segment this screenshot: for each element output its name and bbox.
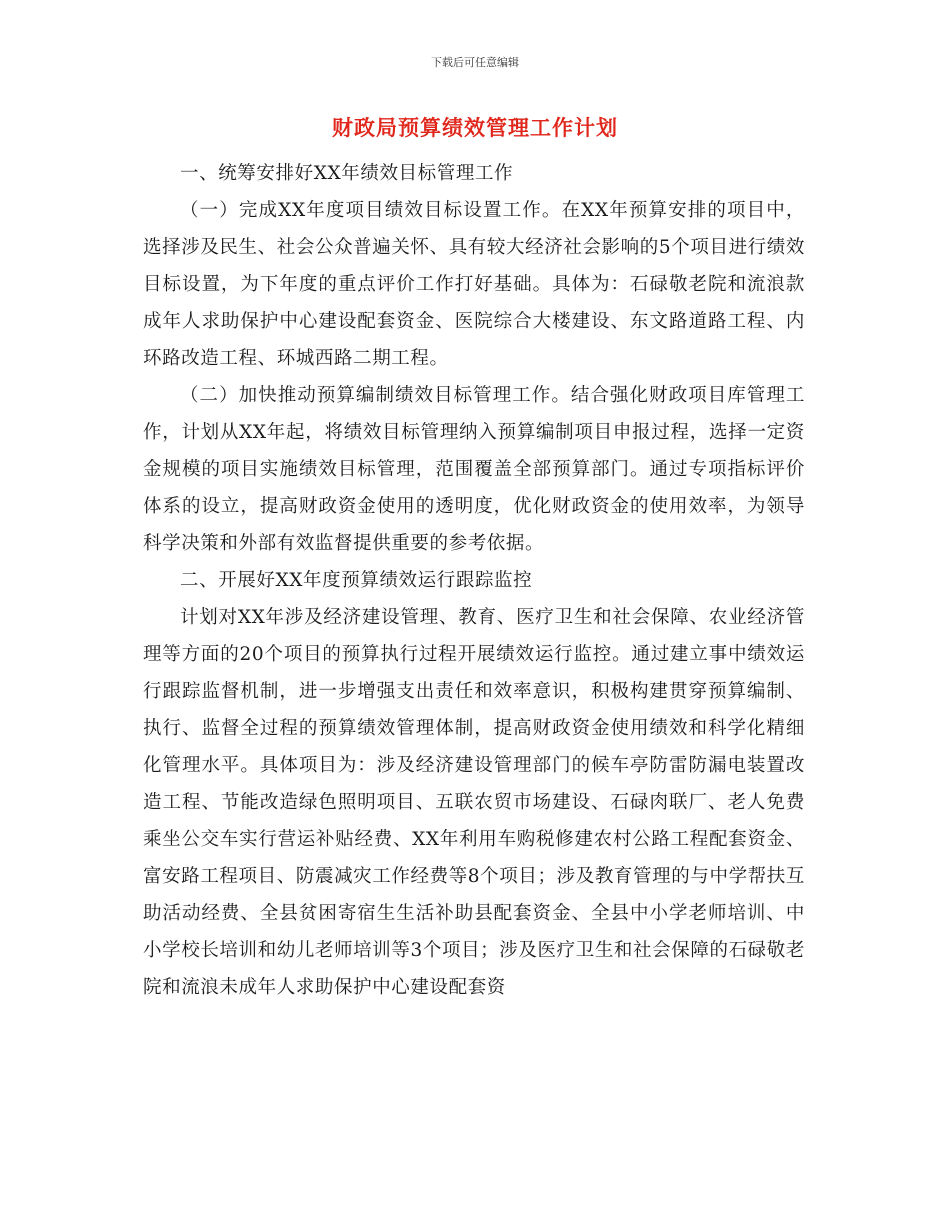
paragraph-2-1: 计划对XX年涉及经济建设管理、教育、医疗卫生和社会保障、农业经济管理等方面的20个项目的预算执行过程开展绩效运行监控。通过建立事中绩效运行跟踪监督机制，进一步增强支出责任和效率意识，积极构建贯穿预算编制、执行、监督全过程的预算绩效管理体制，提高财政资金使用绩效和科学化精细化管理水平。具体项目为：涉及经济建设管理部门的候车亭防雷防漏电装置改造工程、节能改造绿色照明项目、五联农贸市场建设、石碌肉联厂、老人免费乘坐公交车实行营运补贴经费、XX年利用车购税修建农村公路工程配套资金、富安路工程项目、防震减灾工作经费等8个项目；涉及教育管理的与中学帮扶互助活动经费、全县贫困寄宿生生活补助县配套资金、全县中小学老师培训、中小学校长培训和幼儿老师培训等3个项目；涉及医疗卫生和社会保障的石碌敬老院和流浪未成年人求助保护中心建设配套资 — [143, 607, 805, 998]
section-heading-1: 一、统筹安排好XX年绩效目标管理工作 — [180, 163, 514, 184]
paragraph-1-2: （二）加快推动预算编制绩效目标管理工作。结合强化财政项目库管理工作，计划从XX年起，将绩效目标管理纳入预算编制项目申报过程，选择一定资金规模的项目实施绩效目标管理，范围覆盖全部预算部门。通过专项指标评价体系的设立，提高财政资金使用的透明度，优化财政资金的使用效率，为领导科学决策和外部有效监督提供重要的参考依据。 — [143, 385, 805, 554]
header-note: 下载后可任意编辑 — [431, 56, 519, 69]
section-heading-2: 二、开展好XX年度预算绩效运行跟踪监控 — [180, 570, 533, 591]
paragraph-1-1: （一）完成XX年度项目绩效目标设置工作。在XX年预算安排的项目中，选择涉及民生、社会公众普遍关怀、具有较大经济社会影响的5个项目进行绩效目标设置，为下年度的重点评价工作打好基础。具体为：石碌敬老院和流浪款成年人求助保护中心建设配套资金、医院综合大楼建设、东文路道路工程、内环路改造工程、环城西路二期工程。 — [143, 200, 805, 369]
document-body — [143, 155, 805, 1006]
document-title: 财政局预算绩效管理工作计划 — [332, 116, 618, 140]
